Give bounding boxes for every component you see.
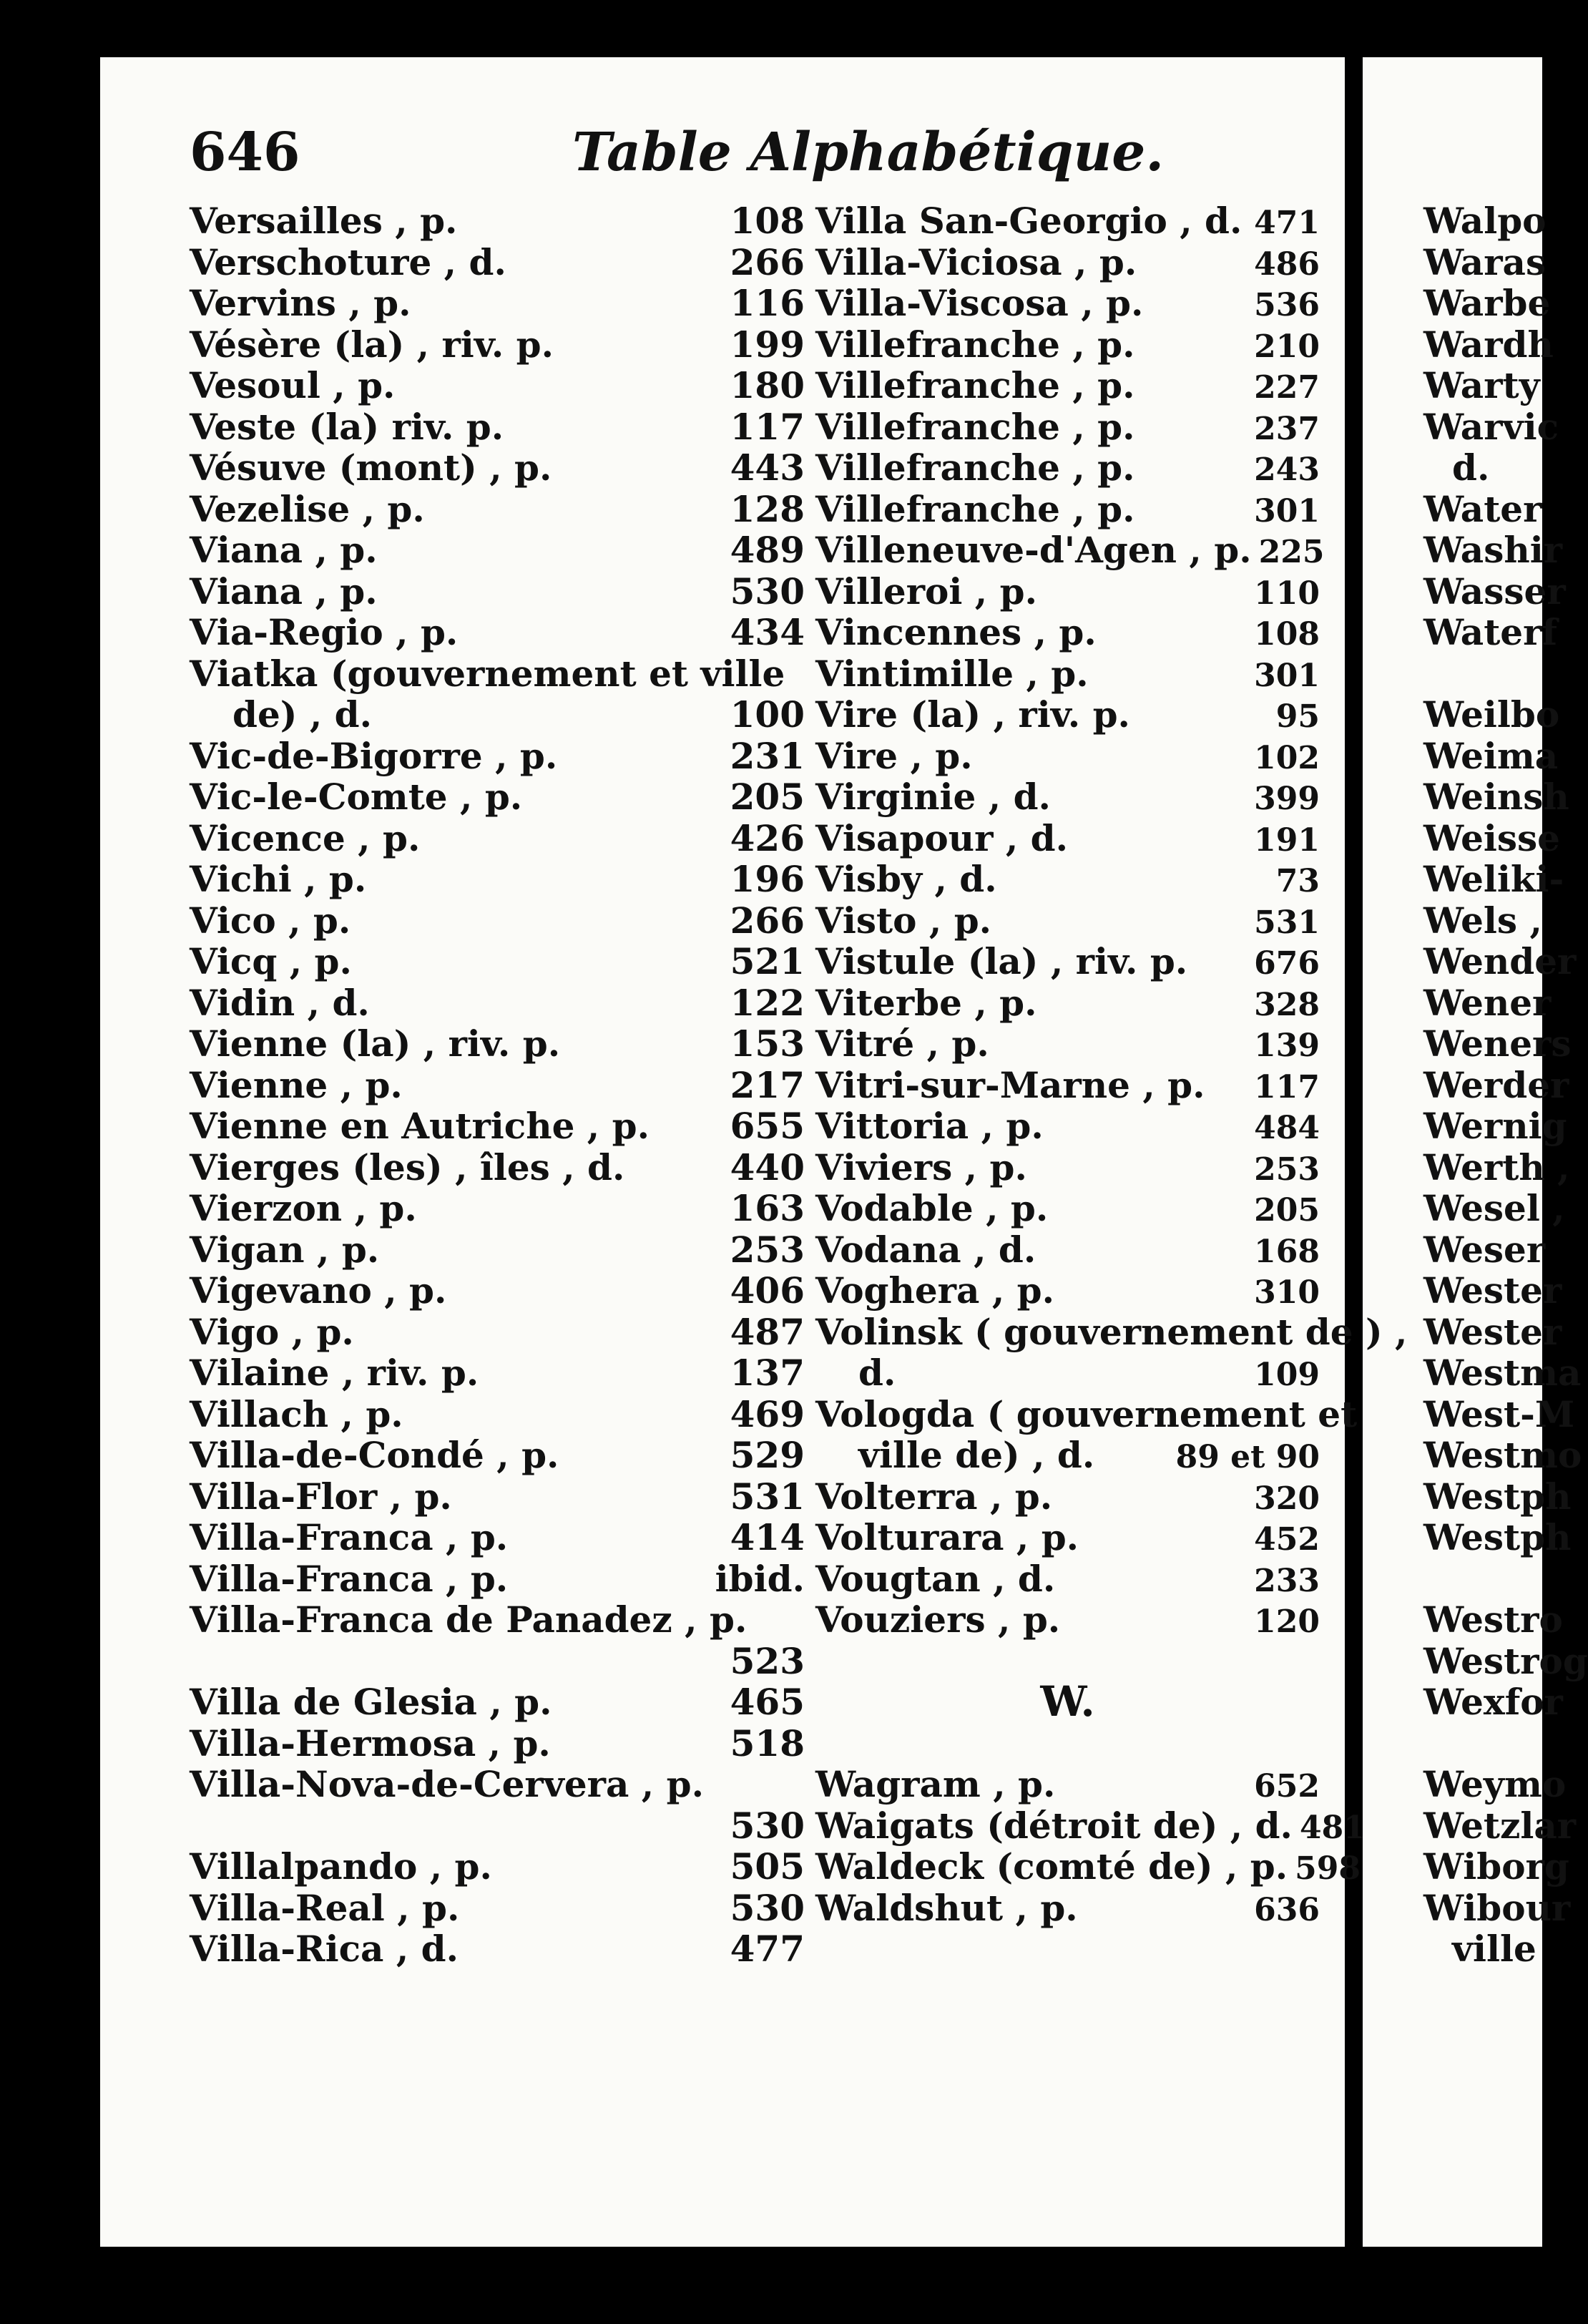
fragment-entry: Wetzlar: [1423, 1804, 1577, 1847]
index-entry: [815, 200, 1320, 242]
entry-page: 199: [730, 323, 805, 366]
index-entry: [190, 242, 805, 283]
fragment-entry: ville: [1452, 1928, 1536, 1970]
entry-name: Villa-Franca de Panadez , p.: [190, 1598, 748, 1641]
entry-name: Villa San-Georgio , d.: [815, 200, 1243, 242]
index-entry: [190, 447, 805, 489]
index-entry: [190, 1681, 805, 1723]
entry-page: 652: [1254, 1768, 1320, 1805]
entry-name: Viana , p.: [190, 570, 378, 612]
entry-page: 191: [1254, 821, 1320, 859]
entry-name: Vésuve (mont) , p.: [190, 446, 552, 489]
index-entry: [815, 1764, 1320, 1805]
entry-name: Villach , p.: [190, 1392, 403, 1435]
index-entry: [815, 1310, 1408, 1353]
index-entry: [190, 365, 805, 406]
fragment-entry: Warty: [1423, 364, 1540, 406]
fragment-entry: Walpo: [1423, 200, 1547, 242]
index-entry: [190, 818, 805, 859]
fragment-entry: Weners: [1423, 1022, 1572, 1065]
entry-page: 301: [1254, 657, 1320, 694]
entry-page: 505: [730, 1845, 805, 1888]
index-entry: [190, 694, 805, 736]
entry-page: 100: [730, 693, 805, 736]
entry-name: Vierzon , p.: [190, 1187, 417, 1229]
entry-name: Villefranche , p.: [815, 405, 1135, 448]
index-entry: [815, 447, 1320, 489]
index-entry: [190, 1764, 805, 1805]
entry-name: Waldshut , p.: [815, 1886, 1078, 1929]
entry-page: 530: [730, 1804, 805, 1847]
fragment-entry: Wibour: [1423, 1886, 1571, 1929]
entry-name: Vigevano , p.: [190, 1269, 447, 1312]
index-entry: [815, 1476, 1320, 1518]
fragment-entry: Waterf: [1423, 611, 1557, 653]
entry-name: Villeroi , p.: [815, 570, 1037, 612]
entry-page: 89 et 90: [1175, 1439, 1320, 1475]
index-entry: [190, 776, 805, 818]
entry-name: Villa-Franca , p.: [190, 1516, 509, 1558]
entry-name: Vigo , p.: [190, 1310, 354, 1353]
entry-page: 489: [730, 529, 805, 571]
entry-name: Viatka (gouvernement et ville: [190, 652, 785, 695]
entry-page: 117: [730, 405, 805, 448]
fragment-entry: Weinsh: [1423, 776, 1569, 818]
entry-name: Vistule (la) , riv. p.: [815, 940, 1188, 982]
entry-page: 180: [730, 364, 805, 406]
index-entry: [190, 1065, 805, 1106]
index-entry: [190, 1270, 805, 1312]
entry-page: 452: [1254, 1521, 1320, 1558]
entry-name: Verschoture , d.: [190, 240, 506, 283]
fragment-entry: Wender: [1423, 940, 1577, 982]
entry-page: 636: [1254, 1891, 1320, 1928]
entry-page: 486: [1254, 245, 1320, 283]
entry-name: Vic-le-Comte , p.: [190, 776, 523, 818]
entry-name: Vienne en Autriche , p.: [190, 1105, 650, 1147]
entry-name: Villefranche , p.: [815, 446, 1135, 489]
fragment-entry: Washir: [1423, 529, 1563, 571]
entry-name: Waigats (détroit de) , d.: [815, 1804, 1293, 1847]
entry-name: Villa-Hermosa , p.: [190, 1722, 551, 1764]
fragment-entry: Werth ,: [1423, 1146, 1570, 1188]
index-entry: [815, 736, 1320, 777]
index-entry: [190, 941, 805, 982]
entry-page: 128: [730, 487, 805, 530]
entry-page: 108: [730, 200, 805, 242]
fragment-entry: Westrog: [1423, 1639, 1588, 1682]
entry-page: 227: [1254, 369, 1320, 406]
entry-page: 210: [1254, 328, 1320, 365]
entry-page: 217: [730, 1063, 805, 1106]
entry-name: Vic-de-Bigorre , p.: [190, 734, 558, 777]
index-entry: [815, 1229, 1320, 1271]
entry-name: Vervins , p.: [190, 282, 411, 324]
entry-page: 440: [730, 1146, 805, 1188]
entry-page: 414: [730, 1516, 805, 1558]
entry-name: Vichi , p.: [190, 858, 367, 900]
fragment-entry: Westmo: [1423, 1434, 1582, 1476]
index-entry: [815, 612, 1320, 653]
entry-page: 95: [1275, 698, 1320, 735]
entry-name: Vitré , p.: [815, 1022, 989, 1065]
index-entry: [190, 1641, 805, 1682]
entry-name: Vierges (les) , îles , d.: [190, 1146, 625, 1188]
fragment-entry: Wesel ,: [1423, 1187, 1565, 1229]
entry-page: 266: [730, 240, 805, 283]
fragment-entry: Weisse: [1423, 816, 1560, 859]
entry-name: Vesoul , p.: [190, 364, 396, 406]
index-entry: [815, 283, 1320, 324]
fragment-entry: Wels ,: [1423, 899, 1542, 942]
index-entry: [190, 1435, 805, 1476]
index-entry: [815, 1352, 1320, 1394]
fragment-entry: West-M: [1423, 1392, 1575, 1435]
index-entry: [815, 1270, 1320, 1312]
entry-name: Villa-Rica , d.: [190, 1928, 459, 1970]
entry-page: 73: [1275, 863, 1320, 899]
entry-name: Vouziers , p.: [815, 1598, 1061, 1641]
index-entry: [190, 859, 805, 900]
entry-page: 530: [730, 570, 805, 612]
index-entry: [815, 1804, 1366, 1847]
section-letter-row: [815, 1677, 1320, 1726]
entry-page: 531: [1254, 904, 1320, 941]
fragment-entry: Wener: [1423, 981, 1552, 1024]
entry-page: 518: [730, 1722, 805, 1764]
entry-page: 243: [1254, 451, 1320, 488]
index-entry: [190, 653, 805, 695]
entry-page: 205: [730, 776, 805, 818]
entry-name: Visapour , d.: [815, 816, 1069, 859]
fragment-entry: Warvic: [1423, 405, 1559, 448]
entry-name: Vicence , p.: [190, 816, 421, 859]
entry-name: Viterbe , p.: [815, 981, 1037, 1024]
entry-page: 168: [1254, 1233, 1320, 1270]
index-entry: [815, 365, 1320, 406]
entry-name: Visto , p.: [815, 899, 992, 942]
entry-page: ibid.: [715, 1557, 805, 1600]
entry-page: 471: [1254, 205, 1320, 241]
index-entry: [190, 200, 805, 242]
entry-page: 231: [730, 734, 805, 777]
entry-name: Viana , p.: [190, 529, 378, 571]
entry-name: Vigan , p.: [190, 1228, 380, 1271]
entry-name: Vicq , p.: [190, 940, 352, 982]
spacer: [815, 1723, 1320, 1764]
entry-page: 443: [730, 446, 805, 489]
index-entry: [190, 529, 805, 571]
entry-name: Versailles , p.: [190, 200, 458, 242]
entry-page: 163: [730, 1187, 805, 1229]
index-entry: [815, 1435, 1320, 1476]
entry-name: Visby , d.: [815, 858, 997, 900]
entry-name: Vienne , p.: [190, 1063, 403, 1106]
entry-name: Vienne (la) , riv. p.: [190, 1022, 561, 1065]
entry-page: 266: [730, 899, 805, 942]
section-letter: W.: [1040, 1677, 1095, 1726]
index-entry: [190, 571, 805, 612]
fragment-entry: Weymo: [1423, 1763, 1567, 1805]
entry-name: Villefranche , p.: [815, 364, 1135, 406]
entry-name: Vougtan , d.: [815, 1557, 1056, 1600]
entry-page: 153: [730, 1022, 805, 1065]
entry-page: 426: [730, 816, 805, 859]
index-entry: [190, 1147, 805, 1188]
index-entry: [190, 1105, 805, 1147]
entry-page: 137: [730, 1352, 805, 1394]
spacer: [815, 1641, 1320, 1682]
entry-name: Villa de Glesia , p.: [190, 1681, 552, 1723]
entry-name: Volterra , p.: [815, 1475, 1053, 1518]
entry-page: 253: [1254, 1151, 1320, 1188]
entry-page: 399: [1254, 781, 1320, 817]
entry-page: 109: [1254, 1357, 1320, 1393]
entry-page: 521: [730, 940, 805, 982]
index-entry: [815, 1147, 1320, 1188]
entry-name: Vintimille , p.: [815, 652, 1089, 695]
fragment-entry: Weser: [1423, 1228, 1546, 1271]
entry-page: 530: [730, 1886, 805, 1929]
entry-name: Vico , p.: [190, 899, 351, 942]
index-entry: [815, 406, 1320, 448]
entry-page: 434: [730, 611, 805, 653]
entry-name: Vittoria , p.: [815, 1105, 1044, 1147]
entry-name: Vincennes , p.: [815, 611, 1097, 653]
fragment-entry: Wester: [1423, 1310, 1562, 1353]
entry-page: 406: [730, 1269, 805, 1312]
entry-page: 225: [1258, 534, 1325, 570]
index-entry: [815, 1105, 1320, 1147]
fragment-entry: Warbe: [1423, 282, 1551, 324]
fragment-entry: d.: [1452, 446, 1490, 489]
index-entry: [190, 736, 805, 777]
entry-page: 237: [1254, 410, 1320, 447]
fragment-entry: Wasser: [1423, 570, 1566, 612]
index-entry: [815, 1558, 1320, 1600]
entry-page: 116: [730, 282, 805, 324]
entry-name: Villa-Real , p.: [190, 1886, 460, 1929]
index-entry: [815, 1023, 1320, 1065]
entry-name: ville de) , d.: [858, 1434, 1095, 1476]
entry-name: d.: [858, 1352, 896, 1394]
fragment-entry: Werder: [1423, 1063, 1569, 1106]
fragment-entry: Waras: [1423, 240, 1547, 283]
index-entry: [815, 653, 1320, 695]
index-column-left: [190, 200, 805, 1970]
entry-page: 205: [1254, 1192, 1320, 1229]
entry-name: Vilaine , riv. p.: [190, 1352, 479, 1394]
index-entry: [815, 242, 1320, 283]
entry-name: Wagram , p.: [815, 1763, 1056, 1805]
entry-page: 536: [1254, 287, 1320, 323]
fragment-entry: Westma: [1423, 1352, 1582, 1394]
index-entry: [190, 1723, 805, 1764]
entry-page: 102: [1254, 739, 1320, 776]
entry-page: 310: [1254, 1274, 1320, 1311]
entry-page: 328: [1254, 986, 1320, 1023]
fragment-entry: Water: [1423, 487, 1542, 530]
index-entry: [190, 1394, 805, 1435]
entry-name: Villa-Nova-de-Cervera , p.: [190, 1763, 704, 1805]
fragment-entry: Wiborg: [1423, 1845, 1569, 1888]
entry-name: Vezelise , p.: [190, 487, 425, 530]
entry-name: Villefranche , p.: [815, 487, 1135, 530]
fragment-entry: Westro: [1423, 1598, 1563, 1641]
entry-page: 117: [1254, 1068, 1320, 1105]
entry-name: Villa-Flor , p.: [190, 1475, 452, 1518]
entry-page: 523: [730, 1639, 805, 1682]
index-entry: [815, 818, 1320, 859]
index-entry: [815, 1188, 1320, 1229]
entry-name: Virginie , d.: [815, 776, 1051, 818]
entry-name: Viviers , p.: [815, 1146, 1027, 1188]
index-entry: [190, 1229, 805, 1271]
entry-name: Vodable , p.: [815, 1187, 1049, 1229]
page-number: 646: [190, 122, 300, 183]
entry-page: 253: [730, 1228, 805, 1271]
index-entry: [815, 1392, 1358, 1435]
entry-page: 108: [1254, 616, 1320, 653]
index-entry: [190, 1888, 805, 1929]
entry-page: 110: [1254, 575, 1320, 612]
index-entry: [815, 1517, 1320, 1558]
fragment-entry: Weima: [1423, 734, 1559, 777]
index-entry: [190, 1188, 805, 1229]
index-entry: [190, 1599, 805, 1641]
entry-page: 655: [730, 1105, 805, 1147]
index-entry: [815, 776, 1320, 818]
entry-name: Villalpando , p.: [190, 1845, 492, 1888]
entry-name: Villefranche , p.: [815, 323, 1135, 366]
entry-page: 469: [730, 1392, 805, 1435]
entry-page: 465: [730, 1681, 805, 1723]
index-entry: [815, 1599, 1320, 1641]
entry-name: Veste (la) riv. p.: [190, 405, 504, 448]
index-entry: [190, 1352, 805, 1394]
fragment-entry: Weliki-: [1423, 858, 1564, 900]
entry-page: 529: [730, 1434, 805, 1476]
index-entry: [190, 1846, 805, 1888]
entry-name: Villa-de-Condé , p.: [190, 1434, 559, 1476]
entry-name: Vire (la) , riv. p.: [815, 693, 1130, 736]
entry-name: Villeneuve-d'Agen , p.: [815, 529, 1252, 571]
index-entry: [190, 982, 805, 1024]
index-entry: [190, 1312, 805, 1353]
entry-page: 598: [1295, 1850, 1361, 1887]
entry-name: de) , d.: [232, 693, 373, 736]
entry-page: 477: [730, 1928, 805, 1970]
index-entry: [815, 1888, 1320, 1929]
index-entry: [815, 859, 1320, 900]
index-entry: [815, 529, 1325, 571]
index-entry: [190, 612, 805, 653]
index-entry: [190, 324, 805, 366]
index-entry: [815, 982, 1320, 1024]
index-column-right-fragments: [1423, 200, 1588, 1970]
index-entry: [190, 900, 805, 942]
index-entry: [190, 1476, 805, 1518]
index-entry: [190, 1805, 805, 1847]
entry-page: 301: [1254, 492, 1320, 529]
fragment-entry: Westph: [1423, 1475, 1572, 1518]
entry-page: 120: [1254, 1603, 1320, 1640]
entry-page: 139: [1254, 1027, 1320, 1064]
page-title: Table Alphabétique.: [572, 122, 1165, 183]
entry-name: Waldeck (comté de) , p.: [815, 1845, 1288, 1888]
entry-name: Villa-Franca , p.: [190, 1557, 509, 1600]
fragment-entry: [1423, 653, 1545, 695]
index-entry: [190, 406, 805, 448]
index-entry: [190, 283, 805, 324]
fragment-entry: Wardh: [1423, 323, 1554, 366]
index-entry: [815, 324, 1320, 366]
index-entry: [815, 571, 1320, 612]
fragment-entry: Westph: [1423, 1516, 1572, 1558]
index-entry: [815, 941, 1320, 982]
index-entry: [190, 1558, 805, 1600]
fragment-entry: [1423, 1723, 1545, 1764]
entry-name: Voghera , p.: [815, 1269, 1055, 1312]
fragment-entry: [1423, 1558, 1545, 1600]
index-entry: [815, 489, 1320, 530]
entry-name: Vidin , d.: [190, 981, 370, 1024]
entry-page: 487: [730, 1310, 805, 1353]
index-entry: [815, 900, 1320, 942]
entry-name: Volturara , p.: [815, 1516, 1079, 1558]
fragment-entry: Wernig: [1423, 1105, 1567, 1147]
entry-name: Villa-Viscosa , p.: [815, 282, 1144, 324]
entry-name: Vodana , d.: [815, 1228, 1036, 1271]
entry-page: 233: [1254, 1562, 1320, 1599]
fragment-entry: Weilbo: [1423, 693, 1560, 736]
index-entry: [815, 1845, 1361, 1888]
index-column-middle: [815, 200, 1408, 1929]
entry-page: 196: [730, 858, 805, 900]
entry-page: 320: [1254, 1480, 1320, 1517]
entry-name: Vologda ( gouvernement et: [815, 1392, 1358, 1435]
index-entry: [190, 1928, 805, 1970]
entry-name: Via-Regio , p.: [190, 611, 459, 653]
entry-page: 122: [730, 981, 805, 1024]
entry-name: Vire , p.: [815, 734, 973, 777]
index-entry: [190, 1023, 805, 1065]
entry-name: Villa-Viciosa , p.: [815, 240, 1137, 283]
entry-page: 676: [1254, 945, 1320, 982]
entry-name: Vitri-sur-Marne , p.: [815, 1063, 1205, 1106]
index-entry: [190, 489, 805, 530]
index-entry: [815, 1065, 1320, 1106]
entry-page: 484: [1254, 1110, 1320, 1146]
entry-name: Vésère (la) , riv. p.: [190, 323, 554, 366]
entry-name: Volinsk ( gouvernement de ) ,: [815, 1310, 1408, 1353]
fragment-entry: Wester: [1423, 1269, 1562, 1312]
entry-page: 481: [1299, 1809, 1366, 1846]
entry-page: 531: [730, 1475, 805, 1518]
fragment-entry: Wexfor: [1423, 1681, 1563, 1723]
index-entry: [190, 1517, 805, 1558]
index-entry: [815, 694, 1320, 736]
